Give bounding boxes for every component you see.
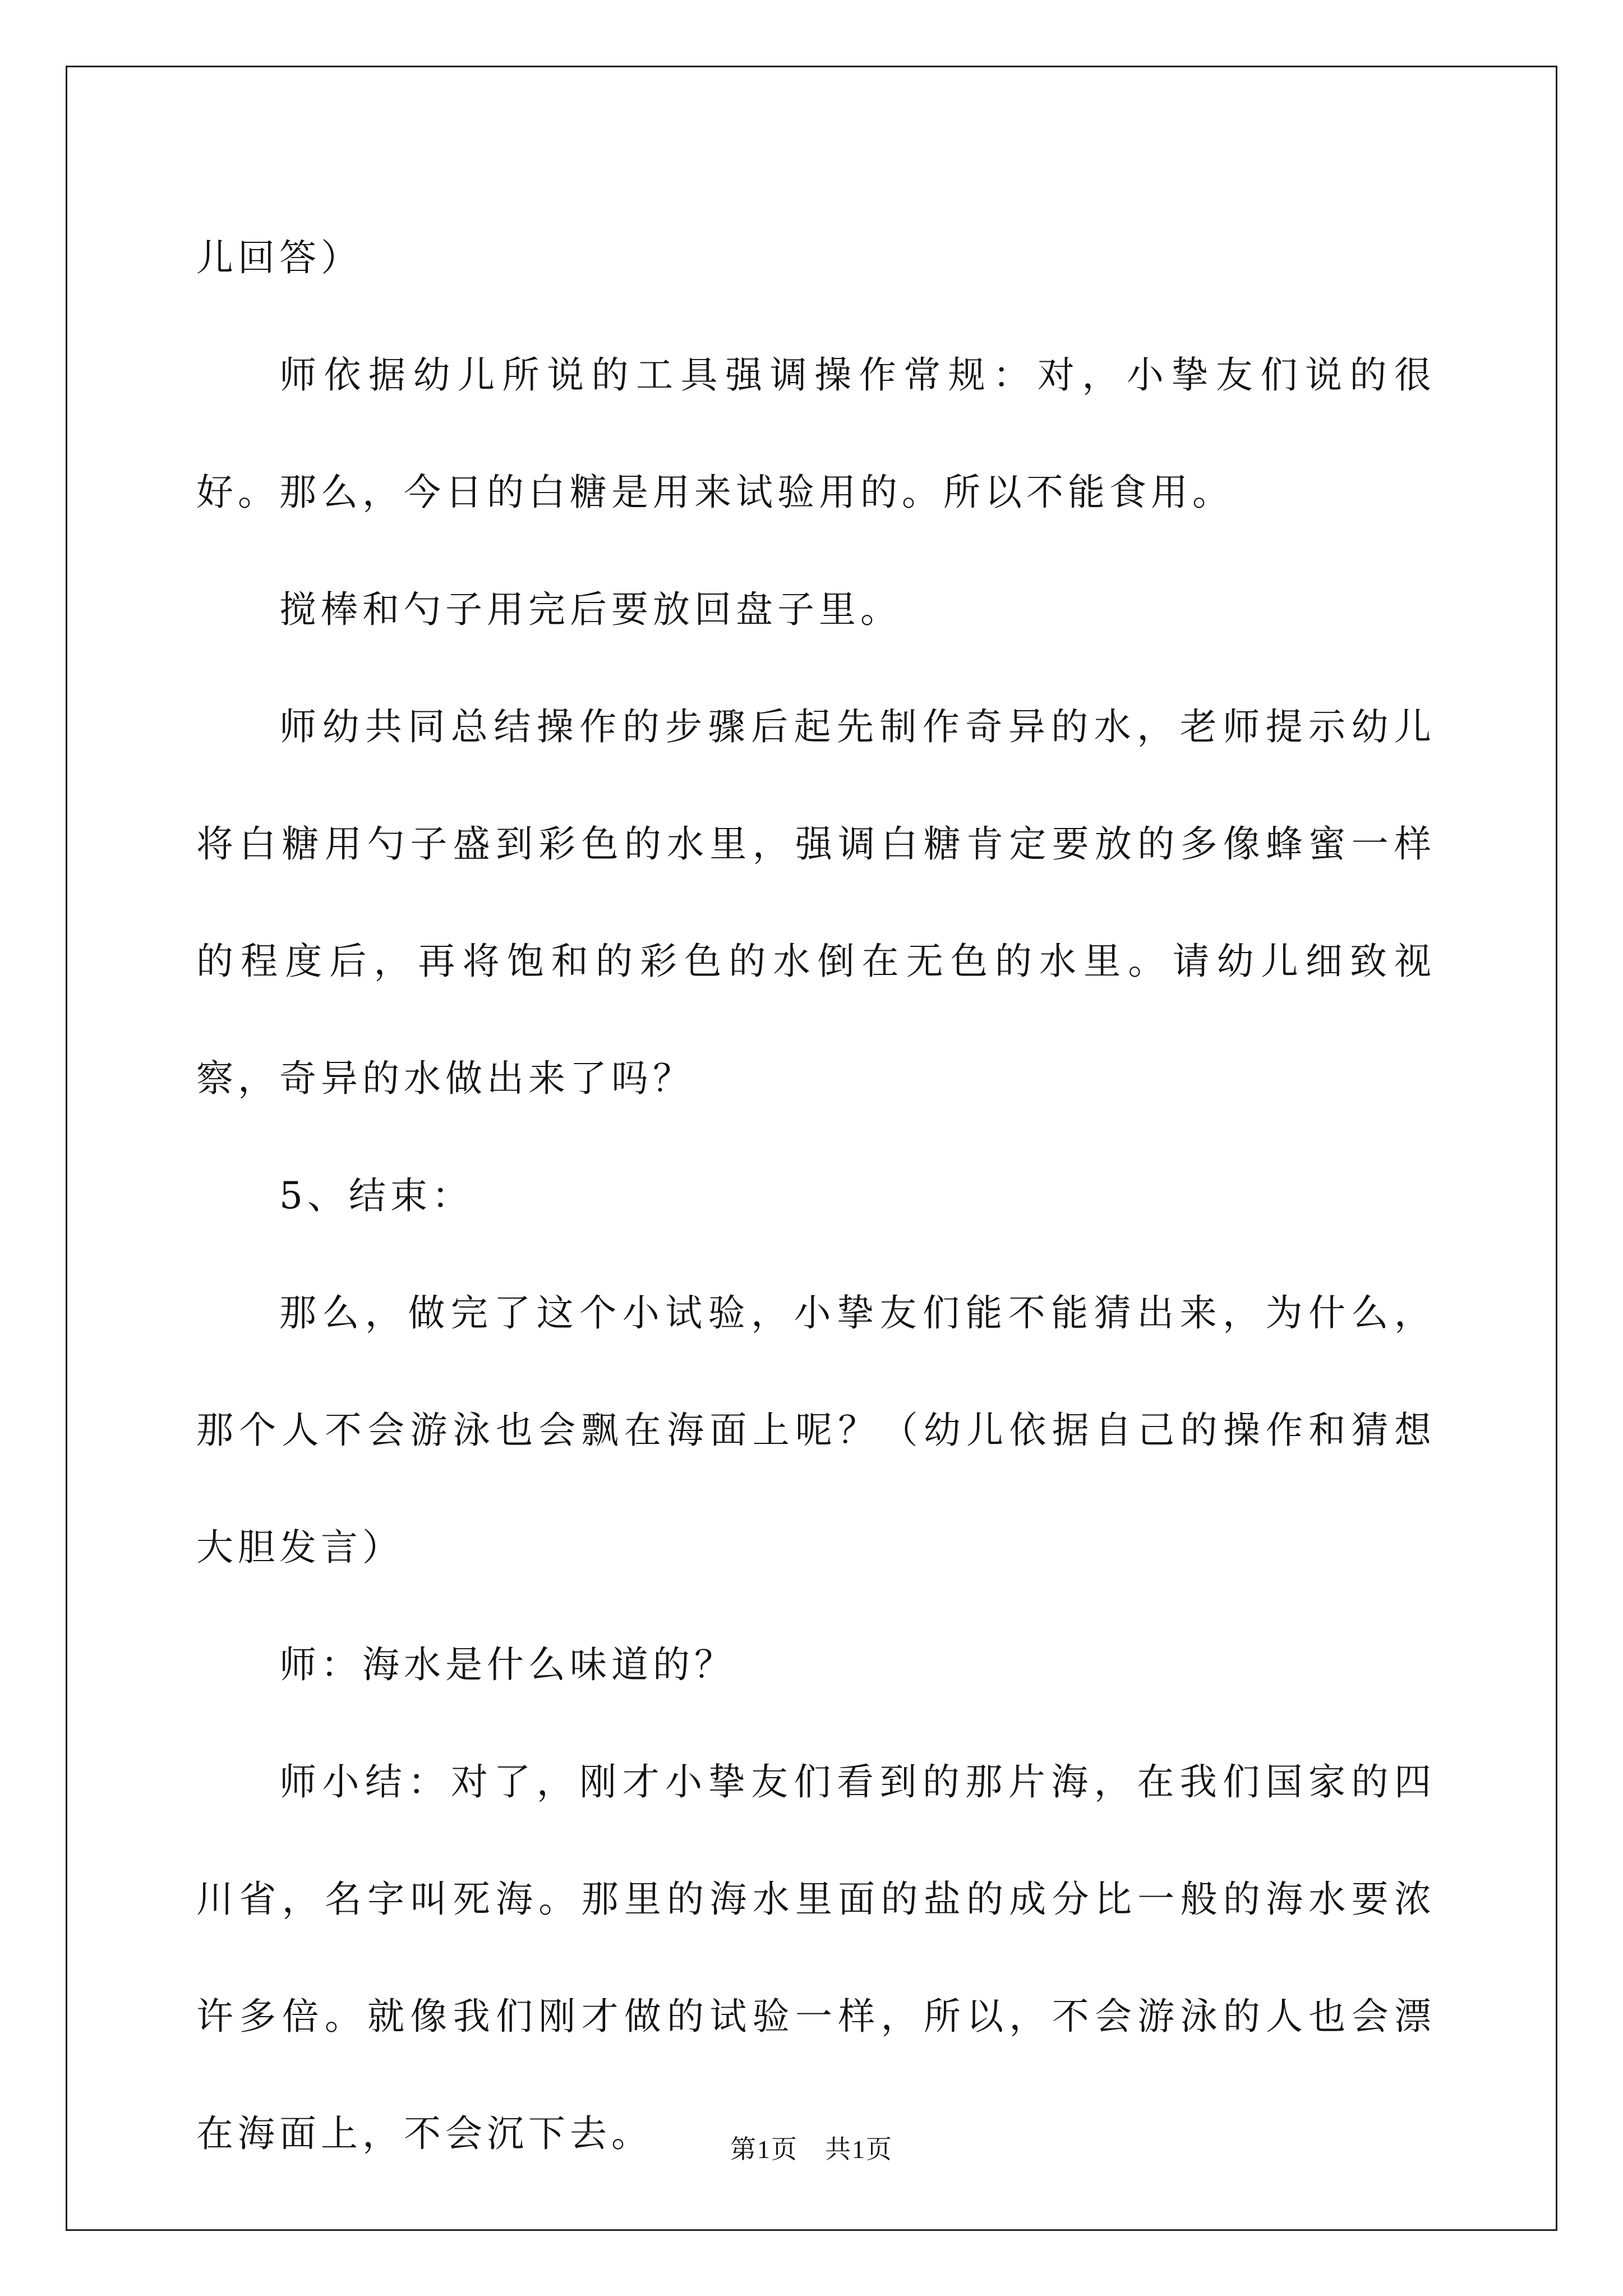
paragraph: 师幼共同总结操作的步骤后起先制作奇异的水，老师提示幼儿将白糖用勺子盛到彩色的水里，强调白糖肯定要放的多像蜂蜜一样的程度后，再将饱和的彩色的水倒在无色的水里。请幼儿细致视察，奇异的水做出来了吗？ — [196, 705, 1436, 1100]
paragraph: 师依据幼儿所说的工具强调操作常规：对，小挚友们说的很好。那么，今日的白糖是用来试验用的。所以不能食用。 — [196, 353, 1436, 514]
document-body — [196, 199, 1436, 2192]
paragraph: 师小结：对了，刚才小挚友们看到的那片海，在我们国家的四川省，名字叫死海。那里的海水里面的盐的成分比一般的海水要浓许多倍。就像我们刚才做的试验一样，所以，不会游泳的人也会漂在海面上，不会沉下去。 — [196, 1760, 1436, 2155]
paragraph: 师：海水是什么味道的？ — [279, 1643, 736, 1686]
page-number-total: 共1页 — [825, 2135, 893, 2164]
paragraph: 儿回答） — [196, 236, 362, 279]
section-heading: 5、结束： — [279, 1174, 473, 1217]
page-number-current: 第1页 — [730, 2135, 798, 2164]
page-footer — [0, 2129, 1623, 2166]
paragraph: 那么，做完了这个小试验，小挚友们能不能猜出来，为什么，那个人不会游泳也会飘在海面上呢？（幼儿依据自己的操作和猜想大胆发言） — [196, 1291, 1436, 1569]
paragraph: 搅棒和勺子用完后要放回盘子里。 — [279, 588, 902, 631]
